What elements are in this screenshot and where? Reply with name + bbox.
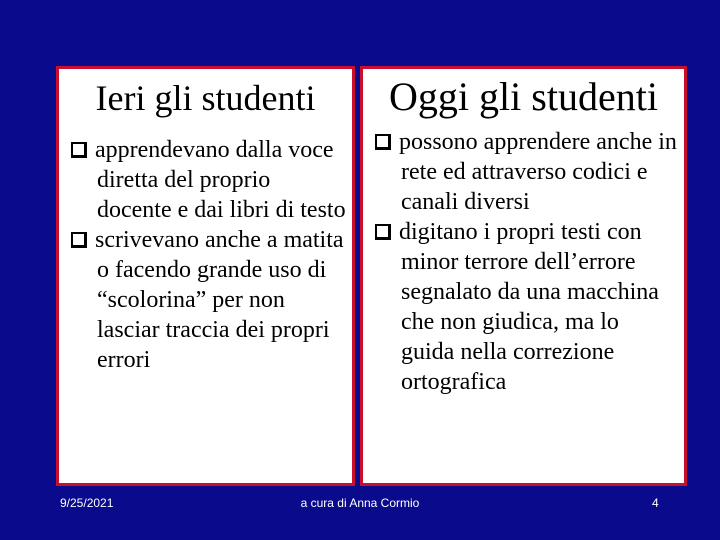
left-heading: Ieri gli studenti (95, 78, 316, 118)
list-item-text: apprendevano dalla voce diretta del proprio docente e dai libri di testo (95, 137, 346, 223)
list-item-text: scrivevano anche a matita o facendo grande uso di “scolorina” per non lasciar traccia dei propri errori (95, 227, 344, 373)
square-bullet-icon (71, 142, 87, 158)
right-list (369, 127, 678, 397)
square-bullet-icon (71, 232, 87, 248)
footer-date: 9/25/2021 (60, 496, 114, 510)
right-panel (360, 66, 687, 486)
left-list (65, 135, 346, 375)
list-item-text: digitano i propri testi con minor terrore dell’errore segnalato da una macchina che non giudica, ma lo guida nella correzione ortografica (399, 219, 659, 395)
right-heading: Oggi gli studenti (389, 74, 658, 119)
square-bullet-icon (375, 134, 391, 150)
left-panel (56, 66, 355, 486)
footer-author: a cura di Anna Cormio (300, 496, 420, 510)
list-item-text: possono apprendere anche in rete ed attraverso codici e canali diversi (399, 129, 677, 215)
square-bullet-icon (375, 224, 391, 240)
page-number: 4 (652, 496, 659, 510)
list-item (369, 127, 678, 217)
list-item (369, 217, 678, 397)
list-item (65, 225, 346, 375)
list-item (65, 135, 346, 225)
